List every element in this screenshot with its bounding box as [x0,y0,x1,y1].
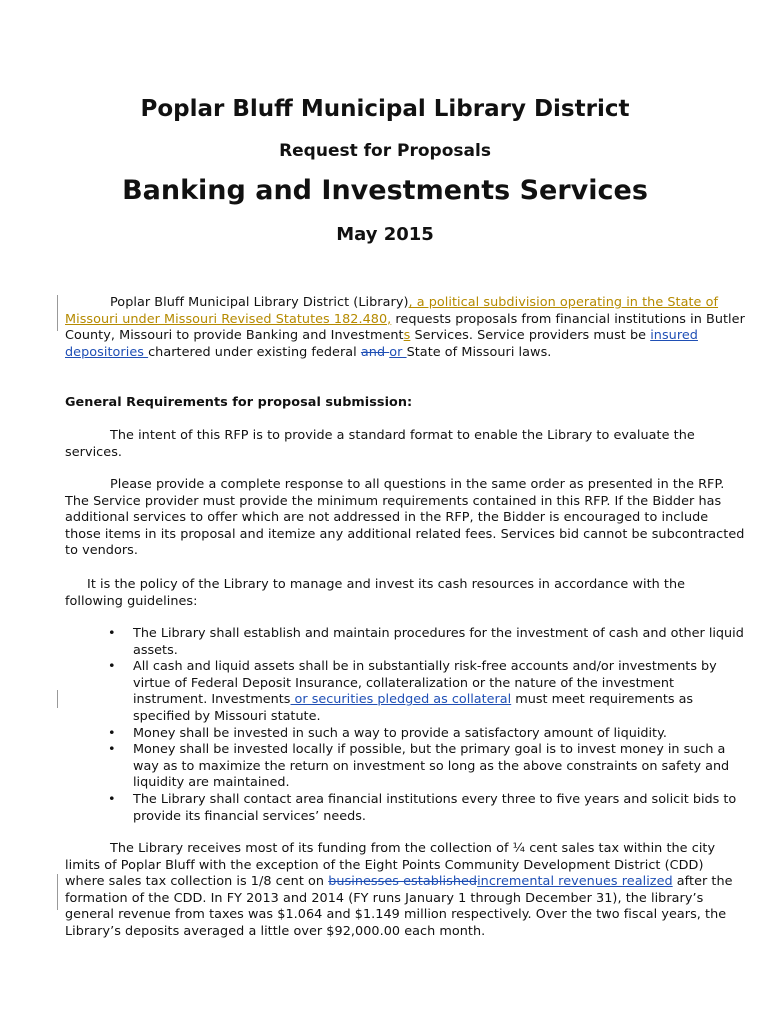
intro-text: chartered under existing federal [148,344,361,360]
guidelines-list [65,626,745,825]
tracked-insertion: s [403,328,411,344]
funding-text: after the formation of the CDD. In FY 2013 and 2014 (FY runs January 1 through December 31), the library’s general revenue from taxes was $1.064 and $1.149 million respectively. Over the two fiscal years, the Library’s deposits averaged a little over $92,000.00 each month. [65,874,733,939]
paragraph-intent: The intent of this RFP is to provide a standard format to enable the Library to evaluate the services. [65,428,695,460]
paragraph-policy: It is the policy of the Library to manage and invest its cash resources in accordance with the following guidelines: [65,577,686,609]
intro-text: Services. Service providers must be [410,328,651,344]
tracked-deletion: businesses established [328,874,478,890]
list-item-text: Money shall be invested locally if possible, but the primary goal is to invest money in such a way as to maximize the return on investment so long as the above constraints on safety and liquidity are maintained. [133,742,730,791]
revision-bar [57,874,58,910]
bullet-icon: • [108,742,116,758]
intro-text: requests proposals from financial institutions in Butler County, Missouri to provide Banking and Investment [65,311,745,344]
intro-text: State of Missouri laws. [406,344,552,360]
org-title: Poplar Bluff Municipal Library District [140,96,630,122]
list-item [65,742,745,792]
list-item-text: The Library shall contact area financial institutions every three to five years and solicit bids to provide its financial services’ needs. [133,791,737,824]
doc-type-title: Request for Proposals [279,141,491,161]
tracked-insertion: or securities pledged as collateral [290,692,512,708]
intro-text: Poplar Bluff Municipal Library District (Library) [110,295,409,310]
list-item-text: The Library shall establish and maintain procedures for the investment of cash and other liquid assets. [133,626,744,658]
section-heading: General Requirements for proposal submission: [65,395,413,410]
list-item [65,659,745,725]
bullet-icon: • [108,659,116,675]
list-item [65,626,745,659]
paragraph-instructions: Please provide a complete response to all questions in the same order as presented in the RFP. The Service provider must provide the minimum requirements contained in this RFP. If the Bidder has additional services to offer which are not addressed in the RFP, the Bidder is encouraged to include those items in its proposal and itemize any additional related fees. Services bid cannot be subcontracted to vendors. [65,477,745,559]
tracked-deletion: and [360,344,390,360]
funding-paragraph [65,841,745,941]
intro-paragraph [65,295,745,361]
tracked-insertion: insured depositories [65,328,698,360]
bullet-icon: • [108,791,116,807]
subject-title: Banking and Investments Services [122,175,648,206]
list-item [65,726,745,743]
list-item-text: All cash and liquid assets shall be in substantially risk-free accounts and/or investments by virtue of Federal Deposit Insurance, collateralization or the nature of the investment instrument. Investments [133,659,717,708]
list-item-text: Money shall be invested in such a way to provide a satisfactory amount of liquidity. [133,725,667,741]
tracked-insertion: , a political subdivision operating in the State of Missouri under Missouri Revised Statutes 182.480, [65,295,719,327]
list-item-text: must meet requirements as specified by Missouri statute. [133,692,694,724]
tracked-insertion: incremental revenues realized [477,874,673,890]
funding-text: The Library receives most of its funding from the collection of ¼ cent sales tax within the city limits of Poplar Bluff with the exception of the Eight Points Community Development District (CDD) where sales tax collection is 1/8 cent on [65,841,716,890]
bullet-icon: • [108,725,116,741]
revision-bar [57,295,58,331]
tracked-insertion: or [389,344,407,360]
date-title: May 2015 [336,224,434,245]
revision-bar [57,690,58,708]
list-item [65,792,745,825]
bullet-icon: • [108,626,116,641]
